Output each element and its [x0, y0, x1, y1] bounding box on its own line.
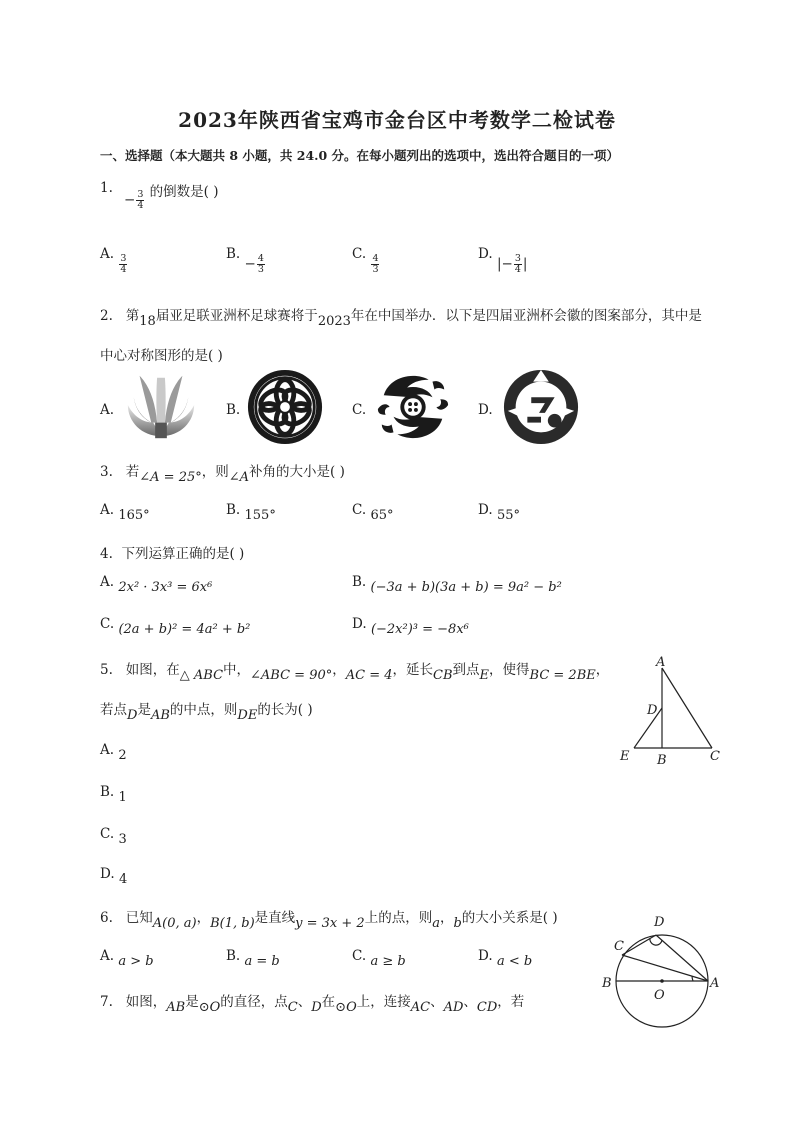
dragon-emblem-icon: [374, 368, 452, 446]
q6-option-d[interactable]: D. a < b: [478, 948, 533, 969]
segment-ac: [662, 668, 712, 748]
label-d: D: [654, 915, 665, 930]
question-1-stem: − $\frac{3}{4}$ 的倒数是( ): [124, 184, 219, 211]
label-b: B: [602, 976, 612, 991]
q3-option-d[interactable]: D. 55°: [478, 502, 520, 523]
label-c: C: [710, 749, 720, 764]
q6-option-c[interactable]: C. a ≥ b: [352, 948, 406, 969]
question-3: 3. 若∠A = 25°，则∠A补角的大小是( ): [100, 464, 345, 485]
q5-option-d[interactable]: D. 4: [100, 866, 128, 887]
q5-option-a[interactable]: A. 2: [100, 742, 127, 763]
question-4: 4. 下列运算正确的是( ): [100, 546, 245, 562]
q2-option-a[interactable]: A.: [100, 402, 115, 418]
q2-option-d[interactable]: D.: [478, 402, 493, 418]
segment-ac: [622, 955, 708, 981]
label-o: O: [654, 988, 665, 1003]
label-a: A: [710, 976, 720, 991]
q3-option-c[interactable]: C. 65°: [352, 502, 394, 523]
question-2: 2. 第18届亚足联亚洲杯足球赛将于2023年在中国举办．以下是四届亚洲杯会徽的图案部分，其中是: [100, 308, 702, 329]
question-6: 6. 已知A(0, a)，B(1, b)是直线y = 3x + 2上的点，则a，b的大小关系是( ): [100, 910, 558, 931]
q4-option-a[interactable]: A. 2x² · 3x³ = 6x⁶: [100, 574, 213, 595]
circle-figure: [598, 908, 728, 1030]
segment-ad: [656, 935, 708, 981]
question-1: [100, 180, 113, 196]
question-2-line2: 中心对称图形的是( ): [100, 348, 223, 364]
q3-option-a[interactable]: A. 165°: [100, 502, 150, 523]
question-5-line2: 若点D是AB的中点，则DE的长为( ): [100, 702, 313, 723]
question-7: 7. 如图，AB是⊙O的直径，点C、D在⊙O上，连接AC、AD、CD，若: [100, 994, 525, 1015]
q6-option-a[interactable]: A. a > b: [100, 948, 154, 969]
q5-option-c[interactable]: C. 3: [100, 826, 127, 847]
label-e: E: [620, 749, 630, 764]
q1-option-c[interactable]: C. $\frac{4}{3}$: [352, 246, 379, 275]
fraction-expr: − $\frac{3}{4}$: [124, 189, 144, 211]
page-title: 2023年陕西省宝鸡市金台区中考数学二检试卷: [178, 108, 616, 132]
section-heading: 一、选择题（本大题共 8 小题，共 24.0 分。在每小题列出的选项中，选出符合题目的一项）: [100, 148, 620, 163]
q6-option-b[interactable]: B. a = b: [226, 948, 280, 969]
segment-cd: [622, 935, 656, 955]
question-number: 1.: [100, 180, 113, 196]
q5-option-b[interactable]: B. 1: [100, 784, 127, 805]
label-d: D: [647, 703, 658, 718]
ring-emblem-icon: [502, 368, 580, 446]
q3-option-b[interactable]: B. 155°: [226, 502, 276, 523]
label-c: C: [614, 939, 624, 954]
q1-option-b[interactable]: B. − $\frac{4}{3}$: [226, 246, 264, 275]
q4-option-d[interactable]: D. (−2x²)³ = −8x⁶: [352, 616, 469, 637]
q2-option-c[interactable]: C.: [352, 402, 367, 418]
q1-option-d[interactable]: D. |− $\frac{3}{4}$ |: [478, 246, 528, 275]
triangle-figure: [610, 650, 730, 770]
q1-option-a[interactable]: A. $\frac{3}{4}$: [100, 246, 127, 275]
trophy-emblem-icon: [122, 368, 200, 446]
label-b: B: [657, 753, 667, 768]
label-a: A: [656, 655, 666, 670]
knot-emblem-icon: [246, 368, 324, 446]
question-5: 5. 如图，在△ ABC中，∠ABC = 90°，AC = 4，延长CB到点E，使得BC = 2BE，: [100, 662, 610, 683]
q4-option-c[interactable]: C. (2a + b)² = 4a² + b²: [100, 616, 251, 637]
q2-option-b[interactable]: B.: [226, 402, 241, 418]
q4-option-b[interactable]: B. (−3a + b)(3a + b) = 9a² − b²: [352, 574, 562, 595]
